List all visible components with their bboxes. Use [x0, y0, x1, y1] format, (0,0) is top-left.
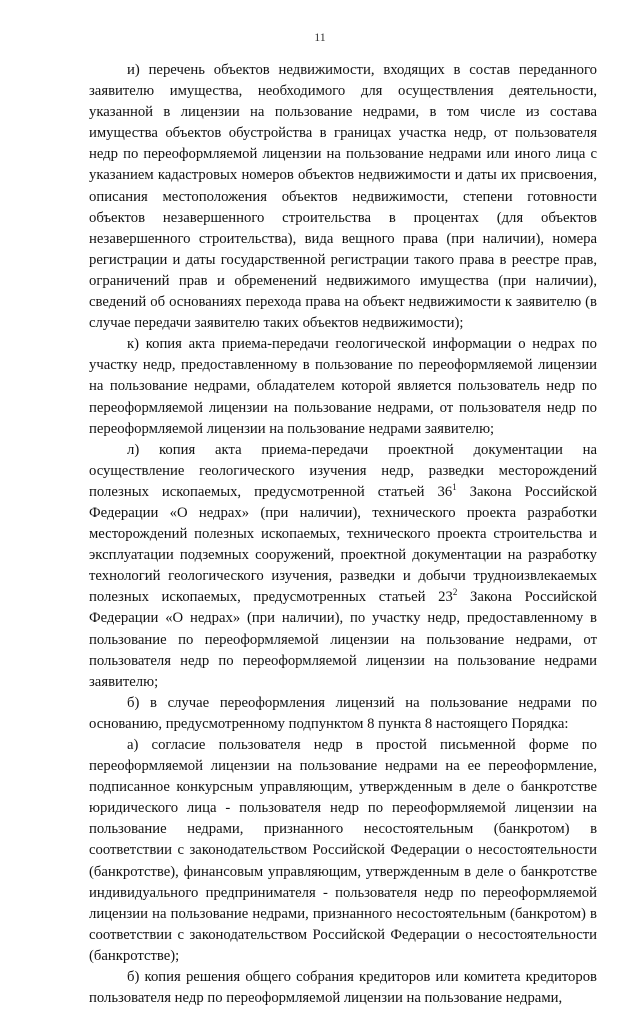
article-23-superscript: 2	[452, 587, 458, 598]
paragraph-i-property-list: и) перечень объектов недвижимости, входящих в состав переданного заявителю имущества, необходимого для осуществления деятельности, указанной в лицензии на пользование недрами, в том числе из состава имущества объектов обустройства в границах участка недр, от пользователя недр по переоформляемой лицензии на пользование недрами или иного лица с указанием кадастровых номеров объектов недвижимости и даты их присвоения, описания местоположения объектов недвижимости, степени готовности объектов незавершенного строительства в процентах (для объектов незавершенного строительства), вида вещного права (при наличии), номера регистрации и даты государственной регистрации такого права в реестре прав, ограничений прав и обременений недвижимого имущества (при наличии), сведений об основаниях перехода права на объект недвижимости к заявителю (в случае передачи заявителю таких объектов недвижимости);	[89, 62, 597, 332]
document-body	[89, 60, 597, 1009]
paragraph-l-text-part-3: Закона Российской Федерации «О недрах» (при наличии), по участку недр, предоставленному в пользование по переоформляемой лицензии на пользование недрами, от пользователя недр по переоформляемой лицензии на пользование недрами заявителю;	[89, 589, 597, 690]
paragraph-l-text-part-2: Закона Российской Федерации «О недрах» (при наличии), технического проекта разработки месторождений полезных ископаемых, технического проекта строительства и эксплуатации подземных сооружений, проектной документации на разработку технологий геологического изучения, разведки и добычи трудноизвлекаемых полезных ископаемых, предусмотренных статьей 23	[89, 483, 598, 606]
article-36-superscript: 1	[452, 481, 457, 492]
paragraph-b-bankruptcy-case: б) в случае переоформления лицензий на пользование недрами по основанию, предусмотренному подпунктом 8 пункта 8 настоящего Порядка:	[89, 694, 597, 732]
paragraph-l-text-part-1: л) копия акта приема-передачи проектной документации на осуществление геологического изучения недр, разведки месторождений полезных ископаемых, предусмотренной статьей 36	[89, 441, 597, 500]
page-number: 11	[314, 30, 326, 44]
paragraph-b-creditors-decision: б) копия решения общего собрания кредиторов или комитета кредиторов пользователя недр по переоформляемой лицензии на пользование недрами,	[89, 969, 597, 1007]
paragraph-a-consent: а) согласие пользователя недр в простой письменной форме по переоформляемой лицензии на пользование недрами на ее переоформление, подписанное конкурсным управляющим, утвержденным в деле о банкротстве юридического лица - пользователя недр по переоформляемой лицензии на пользование недрами, признанного несостоятельным (банкротом) в соответствии с законодательством Российской Федерации о несостоятельности (банкротстве), финансовым управляющим, утвержденным в деле о банкротстве индивидуального предпринимателя - пользователя недр по переоформляемой лицензии на пользование недрами, признанного несостоятельным (банкротом) в соответствии с законодательством Российской Федерации о несостоятельности (банкротстве);	[89, 737, 597, 964]
paragraph-k-geological-info-act: к) копия акта приема-передачи геологической информации о недрах по участку недр, предоставленному в пользование по переоформляемой лицензии на пользование недрами, обладателем которой является пользователь недр по переоформляемой лицензии на пользование недрами, от пользователя недр по переоформляемой лицензии на пользование недрами заявителю;	[89, 336, 597, 437]
paragraph-l-project-documentation-act	[89, 440, 597, 693]
